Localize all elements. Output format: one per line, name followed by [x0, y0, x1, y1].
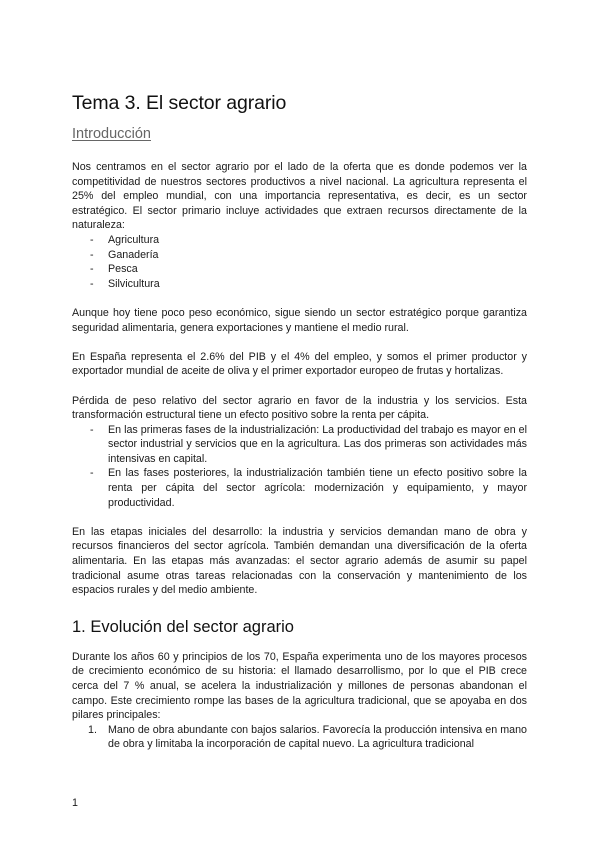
- list-item: - Ganadería: [72, 248, 527, 263]
- pillars-list: [72, 723, 527, 752]
- intro-heading: Introducción: [72, 126, 151, 142]
- document-title: Tema 3. El sector agrario: [72, 92, 287, 114]
- list-item: - En las primeras fases de la industrialización: La productividad del trabajo es mayor en el sector industrial y servicios que en la agricultura. Las dos primeras son actividades más intensivas en capital.: [72, 423, 527, 467]
- list-item: - Agricultura: [72, 233, 527, 248]
- activities-list: [72, 233, 527, 291]
- phases-list: [72, 423, 527, 511]
- paragraph-intro: Nos centramos en el sector agrario por el lado de la oferta que es donde podemos ver la competitividad de nuestros sectores productivos a nivel nacional. La agricultura representa el 25% del empleo mundial, con una importancia representativa, es decir, es un sector estratégico. El sector primario incluye actividades que extraen recursos directamente de la naturaleza:: [72, 161, 527, 232]
- paragraph-stages: En las etapas iniciales del desarrollo: la industria y servicios demandan mano de obra y recursos financieros del sector agrícola. También demandan una diversificación de la oferta alimentaria. En las etapas más avanzadas: el sector agrario además de asumir su papel tradicional asume otras tareas relacionadas con la conservación y mantenimiento de los espacios rurales y del medio ambiente.: [72, 525, 527, 597]
- document-body: [72, 160, 527, 767]
- list-item: - Pesca: [72, 262, 527, 277]
- paragraph-weight-loss: Pérdida de peso relativo del sector agrario en favor de la industria y los servicios. Esta transformación estructural tiene un efecto positivo sobre la renta per cápita.: [72, 394, 527, 422]
- page-number: 1: [72, 797, 78, 809]
- list-item: [72, 723, 527, 752]
- list-item: - Silvicultura: [72, 277, 527, 292]
- list-item-text: Mano de obra abundante con bajos salarios. Favorecía la producción intensiva en mano de obra y limitaba la incorporación de capital nuevo. La agricultura tradicional: [108, 723, 527, 751]
- paragraph-spain: En España representa el 2.6% del PIB y el 4% del empleo, y somos el primer productor y exportador mundial de aceite de oliva y el primer exportador europeo de frutas y hortalizas.: [72, 350, 527, 378]
- list-number: 1.: [88, 723, 97, 736]
- section-heading: 1. Evolución del sector agrario: [72, 617, 294, 636]
- paragraph-desarrollismo: Durante los años 60 y principios de los 70, España experimenta uno de los mayores procesos de crecimiento económico de su historia: el llamado desarrollismo, por lo que el PIB crece cerca del 7 % anual, se acelera la industrialización y millones de personas abandonan el campo. Este crecimiento rompe las bases de la agricultura tradicional, que se apoyaba en dos pilares principales:: [72, 650, 527, 722]
- paragraph-strategic: Aunque hoy tiene poco peso económico, sigue siendo un sector estratégico porque garantiza seguridad alimentaria, genera exportaciones y mantiene el medio rural.: [72, 306, 527, 334]
- list-item: - En las fases posteriores, la industrialización también tiene un efecto positivo sobre la renta per cápita del sector agrícola: modernización y equipamiento, y mayor productividad.: [72, 466, 527, 510]
